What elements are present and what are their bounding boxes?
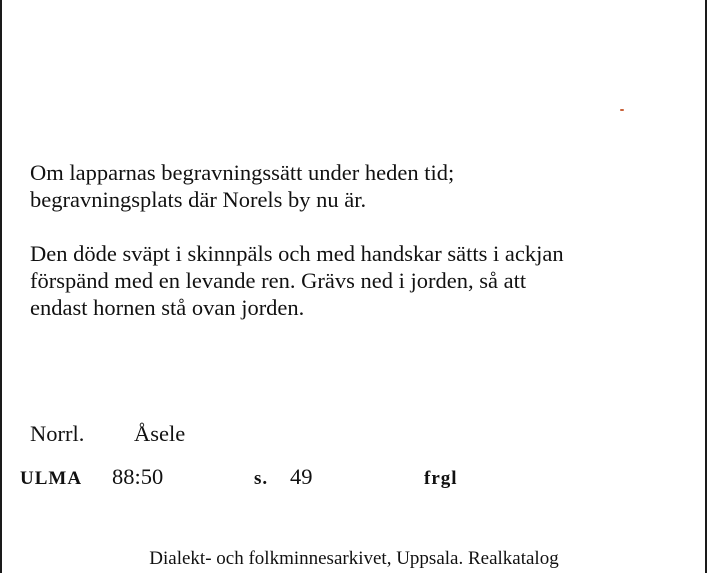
text-line: förspänd med en levande ren. Grävs ned i jorden, så att bbox=[30, 268, 527, 293]
page-number: 49 bbox=[290, 464, 313, 489]
card-right-edge bbox=[705, 0, 707, 573]
category-code: frgl bbox=[424, 468, 458, 489]
text-line: Om lapparnas begravningssätt under heden tid; bbox=[30, 160, 455, 185]
province-label: Norrl. bbox=[30, 421, 85, 446]
reference-row bbox=[20, 463, 680, 493]
page-label: s. bbox=[254, 468, 269, 489]
card-footer: Dialekt- och folkminnesarkivet, Uppsala. Realkatalog bbox=[149, 548, 559, 569]
location-row bbox=[30, 420, 186, 447]
text-line: endast hornen stå ovan jorden. bbox=[30, 295, 305, 320]
paper-speck bbox=[620, 109, 624, 111]
description-paragraph-1 bbox=[30, 159, 454, 213]
accession-number: 88:50 bbox=[112, 464, 164, 489]
text-line: Den döde sväpt i skinnpäls och med handskar sätts i ackjan bbox=[30, 241, 564, 266]
parish-label: Åsele bbox=[134, 421, 186, 446]
archive-code: ULMA bbox=[20, 468, 83, 489]
description-paragraph-2 bbox=[30, 240, 564, 321]
text-line: begravningsplats där Norels by nu är. bbox=[30, 187, 367, 212]
card-left-edge bbox=[0, 0, 2, 573]
